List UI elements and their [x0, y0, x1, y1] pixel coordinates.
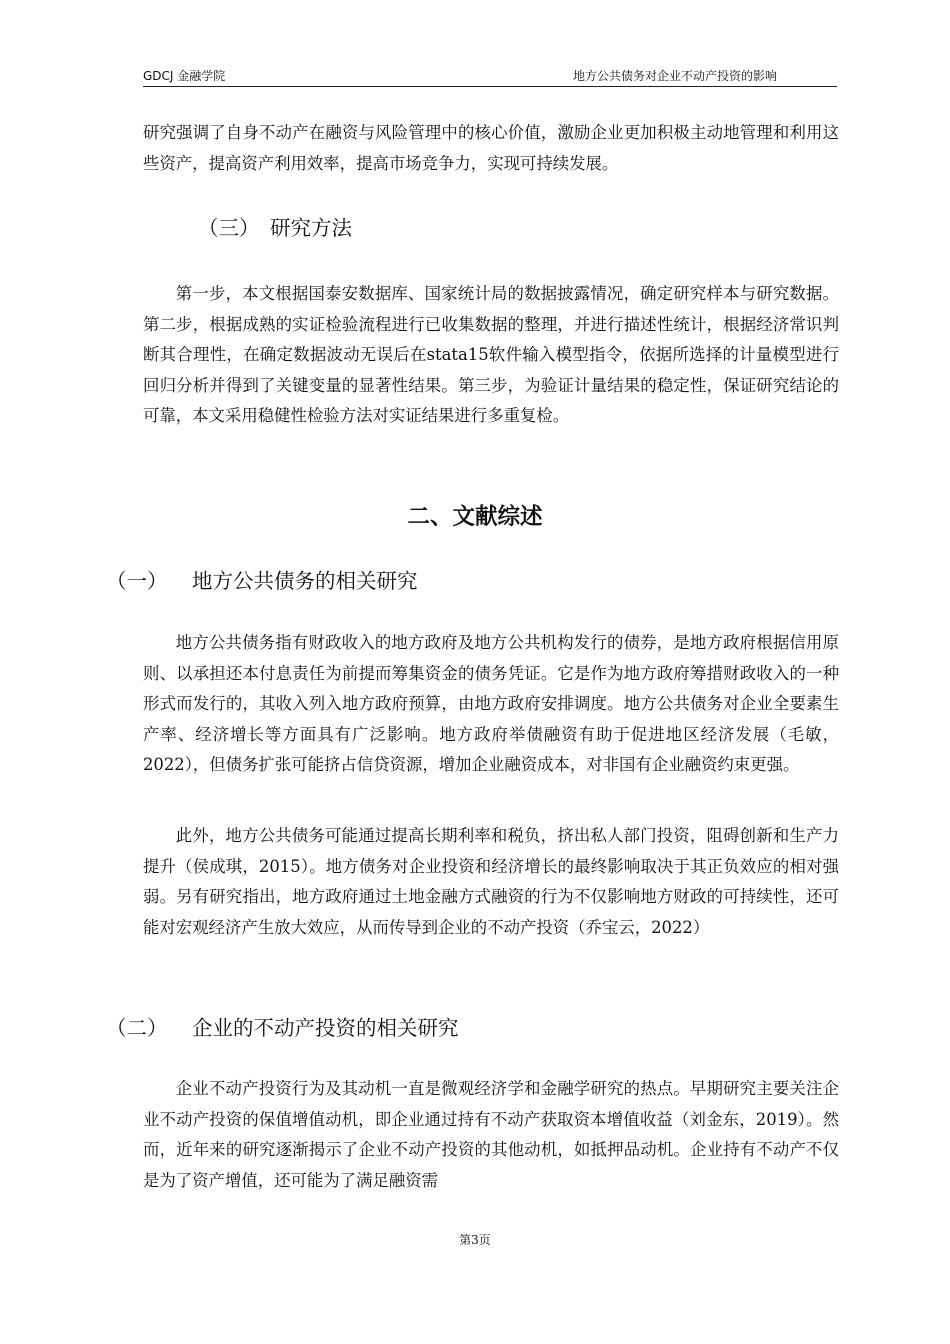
chapter-heading: 二、文献综述 — [407, 504, 543, 530]
header-institution: GDCJ 金融学院 — [143, 69, 226, 83]
section-number: （三） — [198, 216, 260, 240]
section-title: 企业的不动产投资的相关研究 — [192, 1016, 459, 1040]
section-number: （一） — [106, 569, 168, 593]
section-heading-methods — [198, 214, 352, 242]
page-number: 第3页 — [459, 1233, 491, 1247]
page-header — [143, 68, 837, 87]
methods-paragraph: 第一步，本文根据国泰安数据库、国家统计局的数据披露情况，确定研究样本与研究数据。第二步，根据成熟的实证检验流程进行已收集数据的整理，并进行描述性统计，根据经济常识判断其合理性，在确定数据波动无误后在stata15软件输入模型指令，依据所选择的计量模型进行回归分析并得到了关键变量的显著性结果。第三步，为验证计量结果的稳定性，保证研究结论的可靠，本文采用稳健性检验方法对实证结果进行多重复检。 — [143, 284, 839, 426]
section-title: 地方公共债务的相关研究 — [192, 569, 418, 593]
section-number: （二） — [106, 1016, 168, 1040]
section-title: 研究方法 — [270, 216, 352, 240]
section-heading-local-debt — [106, 567, 418, 595]
local-debt-paragraph-2: 此外，地方公共债务可能通过提高长期利率和税负，挤出私人部门投资，阻碍创新和生产力提升（侯成琪，2015）。地方债务对企业投资和经济增长的最终影响取决于其正负效应的相对强弱。另有研究指出，地方政府通过土地金融方式融资的行为不仅影响地方财政的可持续性，还可能对宏观经济产生放大效应，从而传导到企业的不动产投资（乔宝云，2022） — [143, 826, 839, 937]
real-estate-paragraph: 企业不动产投资行为及其动机一直是微观经济学和金融学研究的热点。早期研究主要关注企业不动产投资的保值增值动机，即企业通过持有不动产获取资本增值收益（刘金东，2019）。然而，近年来的研究逐渐揭示了企业不动产投资的其他动机，如抵押品动机。企业持有不动产不仅是为了资产增值，还可能为了满足融资需 — [143, 1079, 839, 1190]
section-heading-real-estate — [106, 1014, 459, 1042]
header-thesis-title: 地方公共债务对企业不动产投资的影响 — [572, 69, 777, 83]
intro-paragraph: 研究强调了自身不动产在融资与风险管理中的核心价值，激励企业更加积极主动地管理和利用这些资产，提高资产利用效率，提高市场竞争力，实现可持续发展。 — [143, 123, 839, 173]
local-debt-paragraph-1: 地方公共债务指有财政收入的地方政府及地方公共机构发行的债券，是地方政府根据信用原则、以承担还本付息责任为前提而筹集资金的债务凭证。它是作为地方政府筹措财政收入的一种形式而发行的，其收入列入地方政府预算，由地方政府安排调度。地方公共债务对企业全要素生产率、经济增长等方面具有广泛影响。地方政府举债融资有助于促进地区经济发展（毛敏，2022），但债务扩张可能挤占信贷资源，增加企业融资成本，对非国有企业融资约束更强。 — [143, 633, 839, 775]
